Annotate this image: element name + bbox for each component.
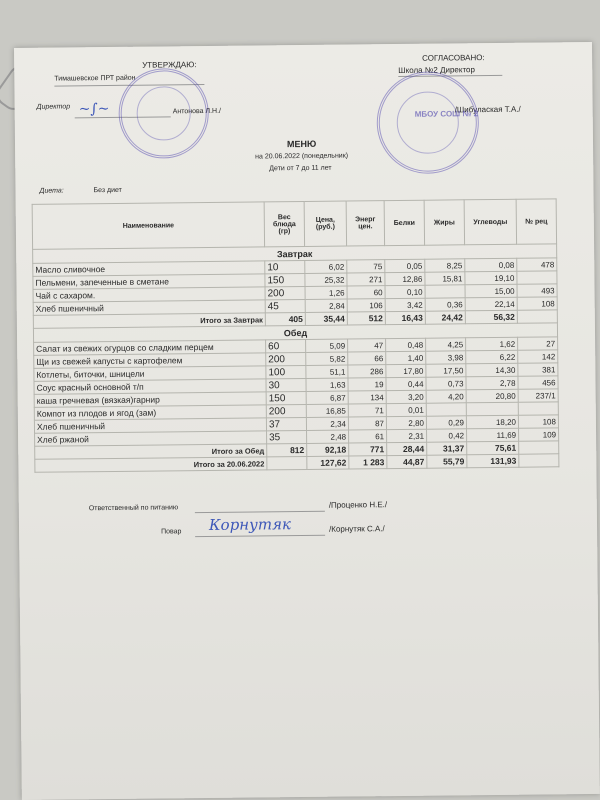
diet-label: Диета:: [39, 187, 64, 195]
total-carbs: 131,93: [467, 454, 519, 468]
cell-energy: 271: [347, 273, 385, 286]
cell-energy: 19: [348, 378, 386, 391]
total-recipe: [519, 454, 559, 467]
cell-price: 25,32: [305, 273, 347, 286]
cell-fat: 0,29: [426, 416, 466, 429]
total-weight: [267, 456, 307, 469]
cell-price: 2,48: [307, 430, 349, 443]
cell-energy: 66: [348, 352, 386, 365]
menu-title: МЕНЮ: [286, 138, 317, 150]
approve-label: УТВЕРЖДАЮ:: [142, 60, 197, 70]
director-label: Директор: [36, 103, 71, 111]
cell-carbs: 6,22: [466, 350, 518, 364]
cell-carbs: 20,80: [466, 389, 518, 403]
total-price: 92,18: [307, 443, 349, 456]
section-title: Завтрак: [33, 244, 557, 263]
column-header: Цена, (руб.): [304, 201, 346, 246]
cell-fat: 17,50: [426, 364, 466, 377]
responsible-name: /Проценко Н.Е./: [328, 500, 388, 510]
total-price: 127,62: [307, 456, 349, 469]
cell-protein: 0,44: [386, 377, 426, 390]
cell-name: Салат из свежих огурцов со сладким перцем: [34, 340, 266, 355]
cell-energy: 61: [349, 430, 387, 443]
menu-table: [32, 198, 560, 472]
cell-weight: 35: [267, 430, 307, 443]
cell-protein: 12,86: [385, 272, 425, 285]
cell-fat: [426, 403, 466, 416]
cell-name: Масло сливочное: [33, 261, 265, 276]
cell-fat: 0,36: [425, 298, 465, 311]
menu-date: на 20.06.2022 (понедельник): [255, 152, 349, 161]
section-title: Обед: [33, 323, 557, 342]
cell-weight: 200: [265, 286, 305, 299]
director-name: Антонова Л.Н./: [172, 107, 221, 116]
diet-value: Без диет: [93, 186, 122, 195]
cell-name: Хлеб пшеничный: [33, 300, 265, 315]
cell-carbs: 15,00: [465, 284, 517, 298]
cell-energy: 60: [347, 286, 385, 299]
cell-price: 5,09: [306, 339, 348, 352]
column-header: Энерг цен.: [346, 201, 384, 246]
cell-weight: 150: [265, 273, 305, 286]
right-stamp: [376, 71, 479, 174]
total-price: 35,44: [305, 312, 347, 325]
cell-protein: 0,01: [386, 403, 426, 416]
cell-price: 6,02: [305, 260, 347, 273]
cell-recipe: 108: [518, 415, 558, 428]
cell-carbs: 19,10: [465, 271, 517, 285]
cell-carbs: 11,69: [467, 428, 519, 442]
agreed-label: СОГЛАСОВАНО:: [422, 53, 485, 63]
cell-protein: 2,80: [386, 416, 426, 429]
cell-recipe: 109: [519, 428, 559, 441]
total-label: Итого за Обед: [35, 444, 267, 459]
cell-energy: 71: [348, 404, 386, 417]
cell-fat: 0,73: [426, 377, 466, 390]
cell-recipe: 456: [518, 376, 558, 389]
cell-name: Щи из свежей капусты с картофелем: [34, 353, 266, 368]
cell-recipe: 493: [517, 284, 557, 297]
cell-carbs: 0,08: [465, 258, 517, 272]
cell-name: Чай с сахаром.: [33, 287, 265, 302]
cell-name: Хлеб ржаной: [35, 431, 267, 446]
total-energy: 1 283: [349, 456, 387, 469]
cell-price: 6,87: [306, 391, 348, 404]
cell-recipe: 478: [517, 258, 557, 271]
cell-recipe: 381: [518, 363, 558, 376]
cell-fat: 4,25: [426, 338, 466, 351]
cell-weight: 10: [265, 260, 305, 273]
cell-name: Пельмени, запеченные в сметане: [33, 274, 265, 289]
responsible-label: Ответственный по питанию: [88, 504, 179, 513]
cell-fat: [425, 285, 465, 298]
cell-weight: 37: [266, 417, 306, 430]
cell-protein: 0,10: [385, 285, 425, 298]
column-header: Наименование: [32, 202, 264, 249]
cell-weight: 150: [266, 391, 306, 404]
menu-age-group: Дети от 7 до 11 лет: [269, 164, 332, 173]
cell-weight: 200: [266, 352, 306, 365]
cell-weight: 60: [266, 339, 306, 352]
cell-price: 16,85: [306, 404, 348, 417]
column-header: Вес блюда (гр): [264, 201, 304, 246]
cell-fat: 3,98: [426, 351, 466, 364]
left-stamp: [118, 68, 209, 159]
total-protein: 28,44: [387, 442, 427, 455]
cook-signature: Корнутяк: [208, 515, 292, 534]
column-header: Белки: [384, 200, 424, 245]
cell-price: 51,1: [306, 365, 348, 378]
cell-carbs: 22,14: [465, 297, 517, 311]
cell-energy: 75: [347, 260, 385, 273]
cell-recipe: 27: [518, 337, 558, 350]
cell-name: Хлеб пшеничный: [34, 418, 266, 433]
cell-weight: 200: [266, 404, 306, 417]
director-signature: ~∫~: [78, 101, 110, 118]
cook-name: /Корнутяк С.А./: [329, 524, 385, 534]
total-recipe: [519, 441, 559, 454]
cell-recipe: [517, 271, 557, 284]
cell-protein: 17,80: [386, 364, 426, 377]
cell-protein: 1,40: [386, 351, 426, 364]
total-recipe: [517, 310, 557, 323]
cell-price: 1,26: [305, 286, 347, 299]
total-protein: 44,87: [387, 455, 427, 468]
cell-protein: 0,05: [385, 259, 425, 272]
cell-energy: 106: [347, 299, 385, 312]
cell-fat: 0,42: [427, 429, 467, 442]
cell-name: Соус красный основной т/п: [34, 379, 266, 394]
cell-name: каша гречневая (вязкая)гарнир: [34, 392, 266, 407]
cell-carbs: 14,30: [466, 363, 518, 377]
cook-label: Повар: [161, 528, 182, 536]
cell-price: 2,84: [305, 299, 347, 312]
total-label: Итого за Завтрак: [33, 313, 265, 328]
cell-recipe: [518, 402, 558, 415]
cell-carbs: 18,20: [466, 415, 518, 429]
total-weight: 405: [265, 312, 305, 325]
column-header: Углеводы: [464, 199, 516, 245]
cell-name: Котлеты, биточки, шницели: [34, 366, 266, 381]
menu-sheet: [14, 42, 600, 800]
cell-recipe: 237/1: [518, 389, 558, 402]
cell-name: Компот из плодов и ягод (зам): [34, 405, 266, 420]
cell-energy: 286: [348, 365, 386, 378]
total-fat: 55,79: [427, 455, 467, 468]
cell-carbs: 1,62: [466, 337, 518, 351]
table-header-row: [32, 199, 556, 249]
cell-energy: 134: [348, 391, 386, 404]
total-weight: 812: [267, 443, 307, 456]
total-energy: 512: [347, 312, 385, 325]
column-header: № рец: [516, 199, 556, 244]
responsible-signature-line: [195, 511, 325, 513]
cell-fat: 8,25: [425, 259, 465, 272]
cell-price: 1,63: [306, 378, 348, 391]
right-stamp-text: МБОУ СОШ № 2: [414, 109, 479, 119]
approve-org: Тимашевское ПРТ район: [54, 74, 136, 83]
cell-energy: 87: [348, 417, 386, 430]
cell-protein: 0,48: [386, 338, 426, 351]
cell-weight: 100: [266, 365, 306, 378]
total-label: Итого за 20.06.2022: [35, 457, 267, 472]
cell-protein: 3,20: [386, 390, 426, 403]
cell-energy: 47: [348, 339, 386, 352]
cook-signature-line: [195, 535, 325, 537]
cell-weight: 45: [265, 299, 305, 312]
cell-price: 5,82: [306, 352, 348, 365]
cell-weight: 30: [266, 378, 306, 391]
cell-recipe: 108: [517, 297, 557, 310]
total-fat: 31,37: [427, 442, 467, 455]
cell-fat: 15,81: [425, 272, 465, 285]
agreed-name: /Шибулаская Т.А./: [454, 104, 521, 115]
agreed-org: Школа №2 Директор: [398, 65, 475, 75]
cell-fat: 4,20: [426, 390, 466, 403]
cell-protein: 3,42: [385, 298, 425, 311]
total-carbs: 75,61: [467, 441, 519, 455]
total-fat: 24,42: [425, 311, 465, 324]
cell-price: 2,34: [306, 417, 348, 430]
cell-protein: 2,31: [387, 429, 427, 442]
cell-carbs: 2,78: [466, 376, 518, 390]
total-energy: 771: [349, 443, 387, 456]
total-protein: 16,43: [385, 311, 425, 324]
cell-recipe: 142: [518, 350, 558, 363]
cell-carbs: [466, 402, 518, 416]
total-carbs: 56,32: [465, 310, 517, 324]
column-header: Жиры: [424, 200, 464, 245]
